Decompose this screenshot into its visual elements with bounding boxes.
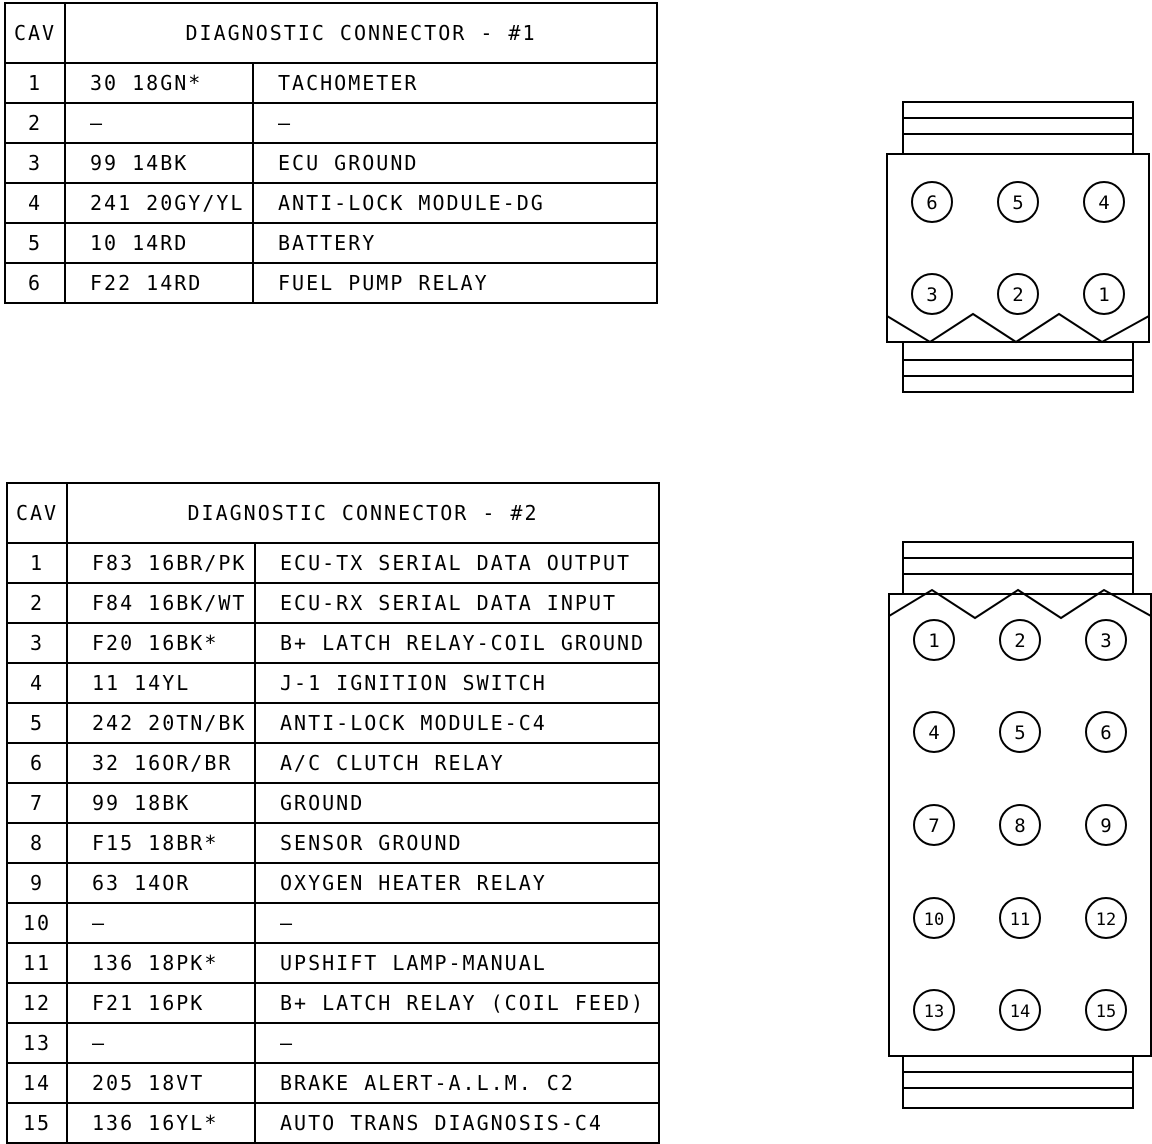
- pin-number: 1: [928, 630, 940, 652]
- circuit-description: SENSOR GROUND: [255, 823, 659, 863]
- table-row: [7, 583, 659, 623]
- cavity-number: 3: [7, 623, 67, 663]
- pin-cavity: [914, 805, 954, 845]
- cavity-number: 3: [5, 143, 65, 183]
- pin-cavity: [1000, 898, 1040, 938]
- pin-number: 3: [1100, 630, 1112, 652]
- table-row: [5, 63, 657, 103]
- wire-code: F21 16PK: [67, 983, 255, 1023]
- table-row: [7, 783, 659, 823]
- circuit-description: BRAKE ALERT-A.L.M. C2: [255, 1063, 659, 1103]
- wire-code: 136 16YL*: [67, 1103, 255, 1143]
- pin-cavity: [998, 274, 1038, 314]
- wire-code: F15 18BR*: [67, 823, 255, 863]
- table-row: [7, 663, 659, 703]
- circuit-description: —: [255, 1023, 659, 1063]
- table-header: [7, 483, 659, 543]
- table-row: [7, 903, 659, 943]
- table-row: [7, 983, 659, 1023]
- table-row: [7, 623, 659, 663]
- pin-cavity: [914, 990, 954, 1030]
- circuit-description: ECU GROUND: [253, 143, 657, 183]
- cavity-number: 4: [5, 183, 65, 223]
- connector-1-table: [4, 2, 658, 304]
- connector-1-face-diagram: [880, 98, 1152, 398]
- pin-number: 10: [923, 910, 945, 930]
- wire-code: 30 18GN*: [65, 63, 253, 103]
- connector-latch-bottom: [903, 342, 1133, 392]
- pin-number: 1: [1098, 284, 1110, 306]
- circuit-description: B+ LATCH RELAY-COIL GROUND: [255, 623, 659, 663]
- cavity-number: 4: [7, 663, 67, 703]
- table-row: [7, 1063, 659, 1103]
- pin-number: 12: [1095, 910, 1117, 930]
- circuit-description: B+ LATCH RELAY (COIL FEED): [255, 983, 659, 1023]
- pin-cavity: [912, 274, 952, 314]
- pin-number: 4: [1098, 192, 1110, 214]
- keying-zigzag: [887, 314, 1149, 342]
- pin-cavity: [912, 182, 952, 222]
- pin-number: 14: [1009, 1002, 1031, 1022]
- pin-cavity: [914, 620, 954, 660]
- wire-code: F83 16BR/PK: [67, 543, 255, 583]
- cavity-number: 2: [7, 583, 67, 623]
- circuit-description: ANTI-LOCK MODULE-C4: [255, 703, 659, 743]
- connector-latch-top: [903, 102, 1133, 154]
- cavity-number: 9: [7, 863, 67, 903]
- table-row: [7, 823, 659, 863]
- pin-cavity: [1086, 805, 1126, 845]
- table-row: [7, 703, 659, 743]
- connector-title: DIAGNOSTIC CONNECTOR - #2: [67, 483, 659, 543]
- circuit-description: AUTO TRANS DIAGNOSIS-C4: [255, 1103, 659, 1143]
- pin-cavity: [914, 898, 954, 938]
- pin-number: 5: [1012, 192, 1024, 214]
- cavity-number: 5: [5, 223, 65, 263]
- table-row: [7, 1023, 659, 1063]
- table-header: [5, 3, 657, 63]
- pin-cavity: [1086, 712, 1126, 752]
- cavity-number: 15: [7, 1103, 67, 1143]
- pin-number: 2: [1012, 284, 1024, 306]
- cavity-number: 14: [7, 1063, 67, 1103]
- wire-code: 11 14YL: [67, 663, 255, 703]
- table-row: [7, 863, 659, 903]
- cavity-number: 5: [7, 703, 67, 743]
- pin-cavity: [1000, 990, 1040, 1030]
- connector-2-table: [6, 482, 660, 1144]
- table-row: [5, 103, 657, 143]
- wire-code: F20 16BK*: [67, 623, 255, 663]
- wire-code: F22 14RD: [65, 263, 253, 303]
- table-row: [5, 183, 657, 223]
- pin-number: 13: [923, 1002, 945, 1022]
- table-row: [5, 263, 657, 303]
- circuit-description: UPSHIFT LAMP-MANUAL: [255, 943, 659, 983]
- circuit-description: —: [253, 103, 657, 143]
- cavity-number: 11: [7, 943, 67, 983]
- cavity-number: 12: [7, 983, 67, 1023]
- wire-code: F84 16BK/WT: [67, 583, 255, 623]
- wire-code: —: [67, 903, 255, 943]
- circuit-description: TACHOMETER: [253, 63, 657, 103]
- cavity-number: 13: [7, 1023, 67, 1063]
- pin-number: 6: [926, 192, 938, 214]
- pin-number: 5: [1014, 722, 1026, 744]
- circuit-description: BATTERY: [253, 223, 657, 263]
- connector-2-rows: [7, 543, 659, 1143]
- circuit-description: ANTI-LOCK MODULE-DG: [253, 183, 657, 223]
- cavity-number: 1: [5, 63, 65, 103]
- cav-header: CAV: [5, 3, 65, 63]
- pin-number: 8: [1014, 815, 1026, 837]
- pin-number: 3: [926, 284, 938, 306]
- wire-code: 99 18BK: [67, 783, 255, 823]
- pin-cavity: [1000, 712, 1040, 752]
- pin-cavity: [1086, 620, 1126, 660]
- table-row: [5, 223, 657, 263]
- table-row: [7, 943, 659, 983]
- pin-number: 4: [928, 722, 940, 744]
- cavity-number: 6: [5, 263, 65, 303]
- circuit-description: —: [255, 903, 659, 943]
- circuit-description: A/C CLUTCH RELAY: [255, 743, 659, 783]
- circuit-description: FUEL PUMP RELAY: [253, 263, 657, 303]
- wire-code: 10 14RD: [65, 223, 253, 263]
- table-row: [7, 543, 659, 583]
- wire-code: 242 20TN/BK: [67, 703, 255, 743]
- table-row: [5, 143, 657, 183]
- pin-number: 9: [1100, 815, 1112, 837]
- circuit-description: OXYGEN HEATER RELAY: [255, 863, 659, 903]
- pin-cavity: [1084, 274, 1124, 314]
- pin-number: 7: [928, 815, 940, 837]
- circuit-description: J-1 IGNITION SWITCH: [255, 663, 659, 703]
- pin-cavity: [1000, 805, 1040, 845]
- pin-cavity: [998, 182, 1038, 222]
- wire-code: —: [67, 1023, 255, 1063]
- connector-title: DIAGNOSTIC CONNECTOR - #1: [65, 3, 657, 63]
- connector-1-rows: [5, 63, 657, 303]
- connector-latch-bottom: [903, 1056, 1133, 1108]
- pin-cavity: [1086, 898, 1126, 938]
- pin-number: 15: [1095, 1002, 1117, 1022]
- cavity-number: 2: [5, 103, 65, 143]
- circuit-description: ECU-TX SERIAL DATA OUTPUT: [255, 543, 659, 583]
- cavity-number: 8: [7, 823, 67, 863]
- wire-code: 205 18VT: [67, 1063, 255, 1103]
- pin-cavity: [1086, 990, 1126, 1030]
- table-row: [7, 743, 659, 783]
- cavity-number: 1: [7, 543, 67, 583]
- cavity-number: 7: [7, 783, 67, 823]
- cavity-number: 6: [7, 743, 67, 783]
- pin-cavity: [914, 712, 954, 752]
- table-row: [7, 1103, 659, 1143]
- connector-latch-top: [903, 542, 1133, 594]
- cavity-number: 10: [7, 903, 67, 943]
- wire-code: 99 14BK: [65, 143, 253, 183]
- wire-code: 241 20GY/YL: [65, 183, 253, 223]
- circuit-description: ECU-RX SERIAL DATA INPUT: [255, 583, 659, 623]
- circuit-description: GROUND: [255, 783, 659, 823]
- wire-code: 32 16OR/BR: [67, 743, 255, 783]
- pin-number: 6: [1100, 722, 1112, 744]
- wire-code: —: [65, 103, 253, 143]
- pin-number: 11: [1009, 910, 1031, 930]
- pin-number: 2: [1014, 630, 1026, 652]
- connector-2-face-diagram: [880, 538, 1152, 1112]
- pin-cavity: [1000, 620, 1040, 660]
- pin-cavity: [1084, 182, 1124, 222]
- wire-code: 63 14OR: [67, 863, 255, 903]
- cav-header: CAV: [7, 483, 67, 543]
- wire-code: 136 18PK*: [67, 943, 255, 983]
